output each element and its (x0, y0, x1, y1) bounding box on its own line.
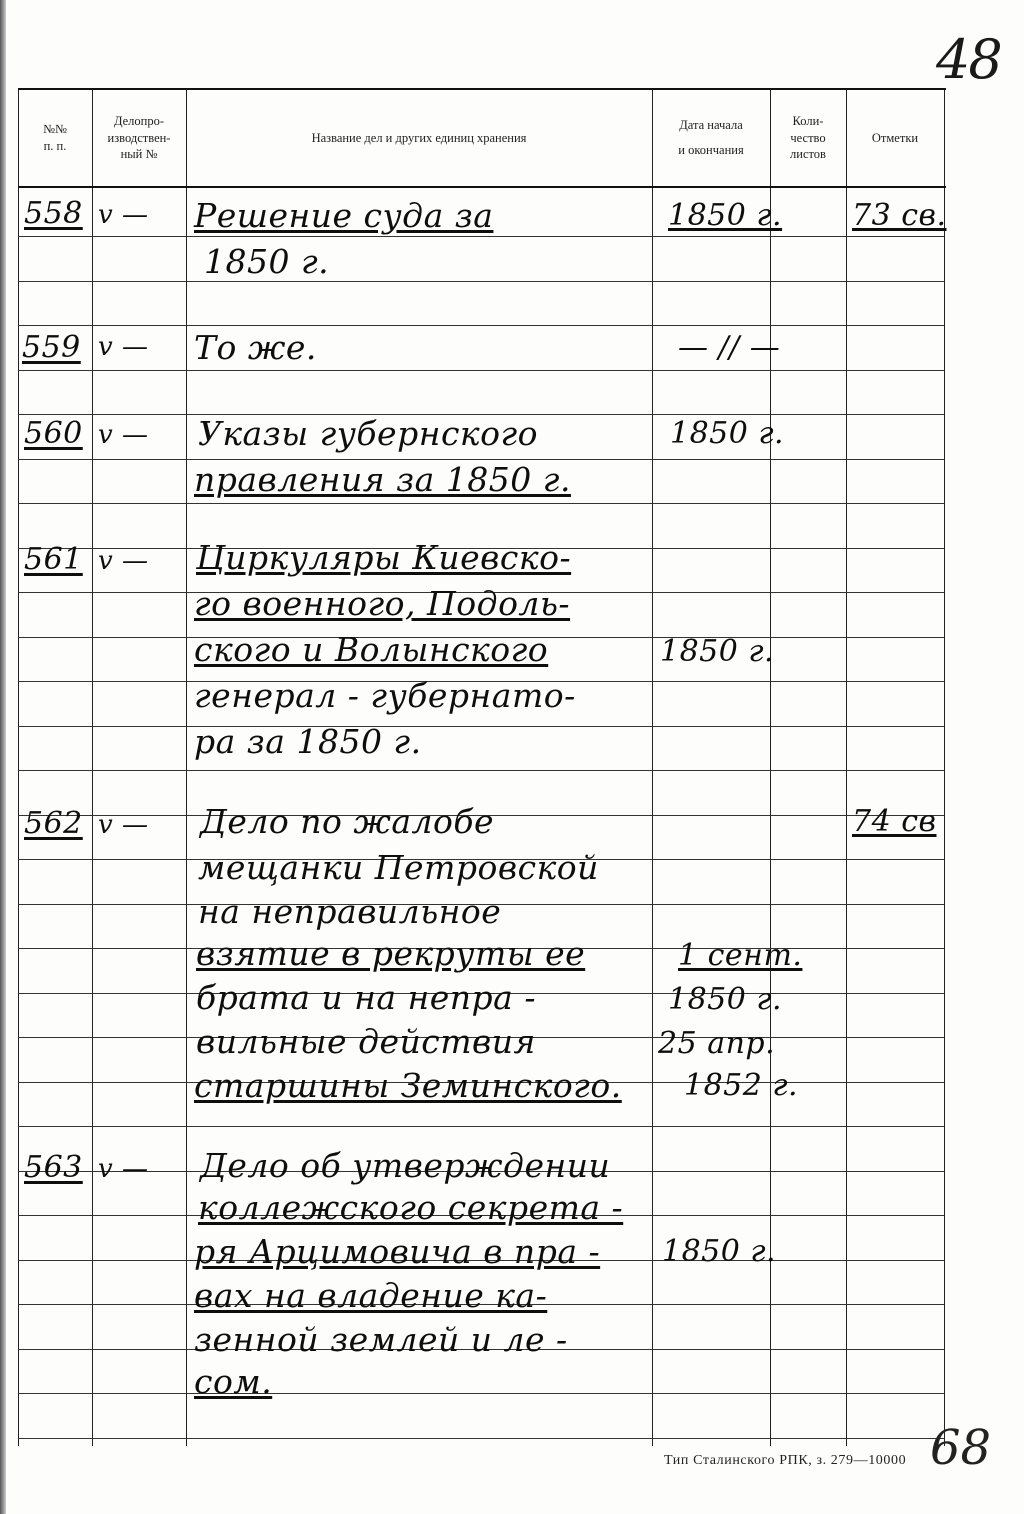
ruled-line (18, 236, 944, 237)
column-line (846, 90, 847, 1446)
printer-imprint: Тип Сталинского РПК, з. 279—10000 (664, 1453, 907, 1468)
entry-title-line: на неправильное (198, 892, 502, 931)
entry-title-line: ского и Волынского (194, 630, 549, 669)
entry-date: 1850 г. (662, 1234, 777, 1269)
header-office-number: Делопро- изводствен- ный № (107, 113, 171, 162)
entry-number: 563 (24, 1150, 83, 1185)
entry-note: 74 св (852, 804, 937, 839)
entry-date: 25 апр. (658, 1026, 776, 1061)
entry-title-line: мещанки Петровской (198, 848, 599, 887)
ruled-line (18, 370, 944, 371)
entry-title-line: Дело по жалобе (200, 802, 495, 841)
entry-title-line: генерал - губернато- (194, 676, 576, 715)
ruled-line (18, 281, 944, 282)
entry-title-line: коллежского секрета - (198, 1188, 624, 1227)
column-line (92, 90, 93, 1446)
entry-date: 1850 г. (660, 634, 775, 669)
header-notes: Отметки (871, 130, 919, 145)
corner-folio-mark: 68 (930, 1420, 992, 1476)
header-num: №№ п. п. (43, 122, 67, 153)
entry-title-line: сом. (194, 1362, 273, 1401)
check-mark: v — (98, 332, 149, 362)
entry-number: 559 (22, 330, 81, 365)
column-line (18, 90, 19, 1446)
entry-number: 562 (24, 806, 83, 841)
entry-title-line: ря Арцимовича в пра - (194, 1232, 601, 1271)
entry-title-line: Указы губернского (198, 414, 539, 453)
ruled-line (18, 726, 944, 727)
check-mark: v — (98, 810, 149, 840)
header-sheet-count: Коли- чество листов (790, 113, 826, 162)
entry-title-line: ра за 1850 г. (194, 722, 422, 761)
entry-title-line: 1850 г. (204, 242, 330, 281)
entry-date: — // — (678, 330, 781, 365)
page-number: 48 (936, 28, 1001, 91)
check-mark: v — (98, 1154, 149, 1184)
entry-number: 560 (24, 416, 83, 451)
entry-title-line: То же. (194, 328, 317, 367)
check-mark: v — (98, 200, 149, 230)
entry-number: 561 (24, 542, 83, 577)
header-rule (18, 186, 946, 188)
ruled-line (18, 503, 944, 504)
header-dates: Дата начала и окончания (678, 118, 744, 157)
ruled-line (18, 1393, 944, 1394)
ruled-line (18, 1438, 944, 1439)
register-table (18, 88, 946, 1446)
ruled-line (18, 770, 944, 771)
check-mark: v — (98, 420, 149, 450)
column-line (652, 90, 653, 1446)
entry-title-line: го военного, Подоль- (194, 584, 571, 623)
entry-title-line: правления за 1850 г. (194, 460, 571, 499)
entry-title-line: Дело об утверждении (200, 1146, 611, 1185)
entry-note: 73 св. (852, 198, 947, 233)
check-mark: v — (98, 546, 149, 576)
entry-date: 1 сент. (678, 938, 803, 973)
binding-edge (0, 0, 6, 1514)
entry-number: 558 (24, 196, 83, 231)
column-line (186, 90, 187, 1446)
ruled-line (18, 1126, 944, 1127)
entry-title-line: зенной землей и ле - (194, 1320, 568, 1359)
header-title: Название дел и других единиц хранения (311, 130, 527, 145)
column-line (944, 90, 945, 1446)
entry-title-line: вах на владение ка- (194, 1276, 548, 1315)
entry-date: 1852 г. (684, 1068, 799, 1103)
entry-title-line: Циркуляры Киевско- (196, 538, 572, 577)
entry-title-line: взятие в рекруты ее (196, 934, 586, 973)
entry-title-line: Решение суда за (194, 196, 494, 235)
entry-date: 1850 г. (668, 982, 783, 1017)
entry-title-line: старшины Земинского. (194, 1066, 622, 1105)
entry-title-line: брата и на непра - (196, 978, 536, 1017)
ruled-line (18, 325, 944, 326)
entry-date: 1850 г. (668, 198, 783, 233)
entry-date: 1850 г. (670, 416, 785, 451)
entry-title-line: вильные действия (196, 1022, 536, 1061)
